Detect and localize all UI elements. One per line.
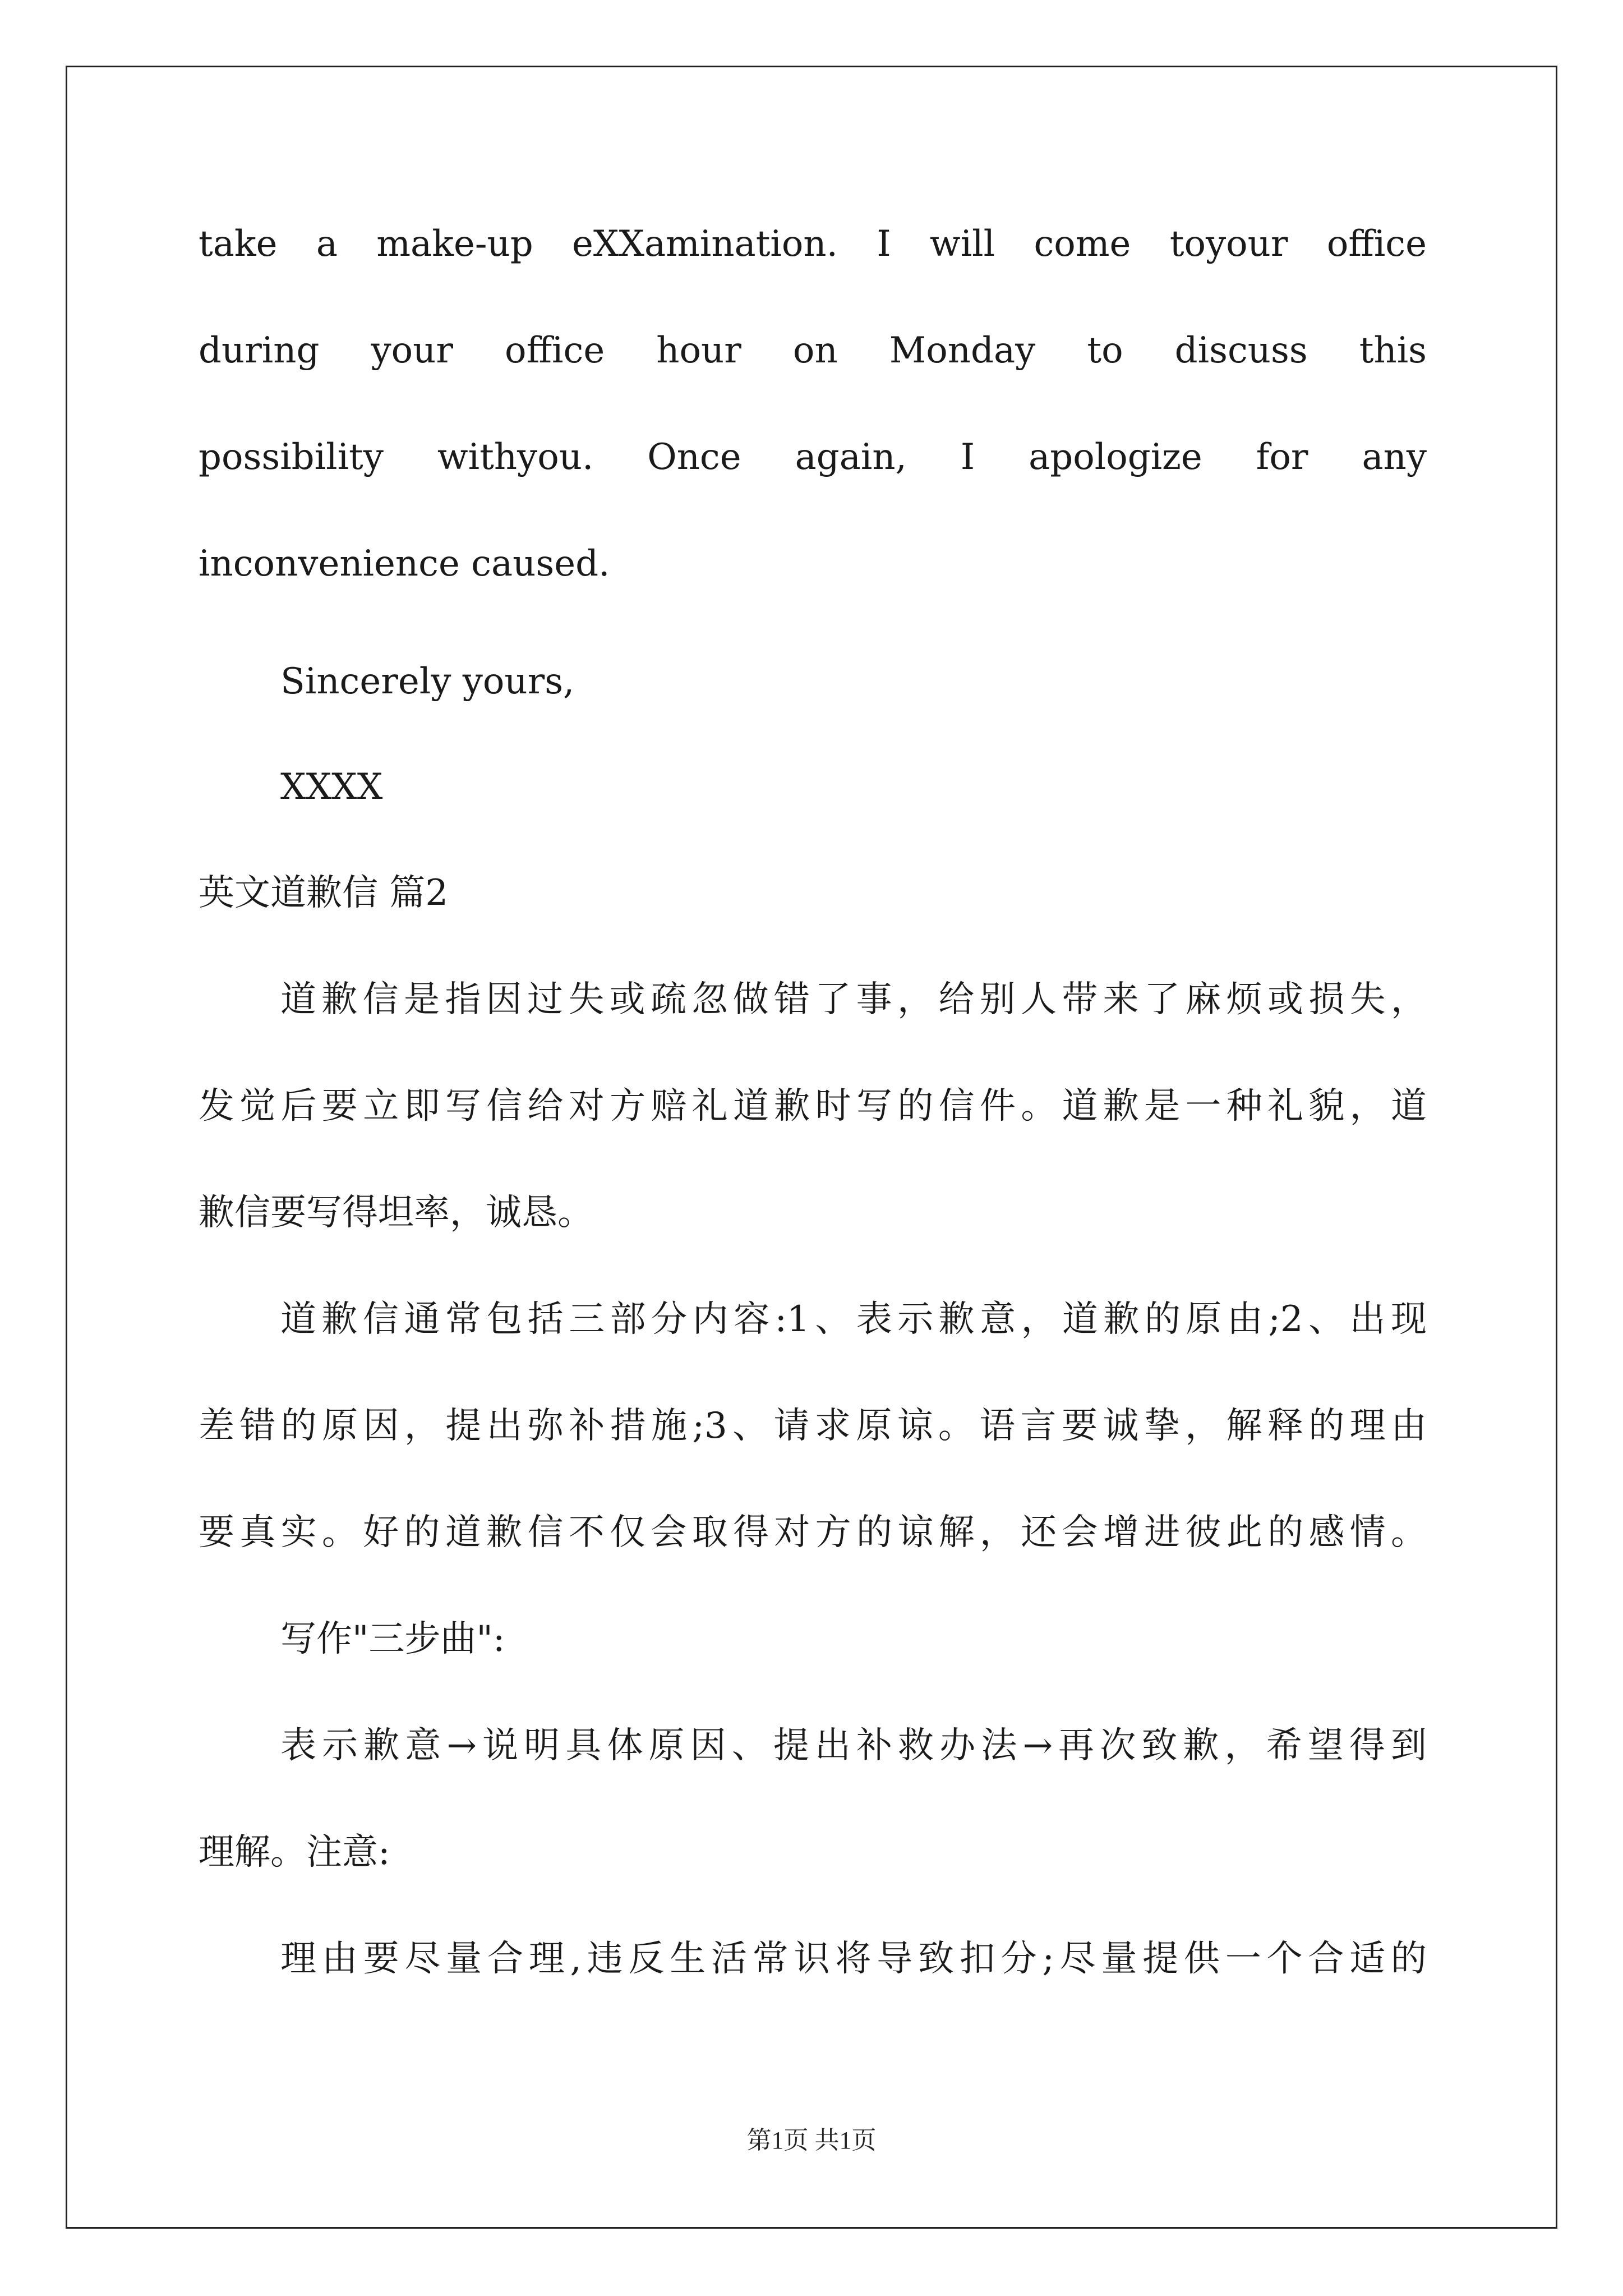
paragraph-line: possibility withyou. Once again, I apologize for any — [199, 436, 1427, 478]
paragraph-line: 歉信要写得坦率，诚恳。 — [199, 1192, 593, 1234]
paragraph-line: 道歉信通常包括三部分内容:1、表示歉意，道歉的原由;2、出现 — [280, 1299, 1427, 1340]
paragraph-line: 写作"三步曲": — [280, 1618, 505, 1660]
paragraph-line: 理解。注意: — [199, 1832, 390, 1873]
paragraph-line: 发觉后要立即写信给对方赔礼道歉时写的信件。道歉是一种礼貌，道 — [199, 1085, 1427, 1127]
paragraph-line: 表示歉意→说明具体原因、提出补救办法→再次致歉，希望得到 — [280, 1725, 1427, 1766]
closing-salutation: Sincerely yours, — [280, 661, 575, 702]
page-frame — [66, 66, 1557, 2229]
paragraph-line: 理由要尽量合理,违反生活常识将导致扣分;尽量提供一个合适的 — [280, 1938, 1427, 1980]
signature: XXXX — [280, 766, 383, 808]
paragraph-line: 道歉信是指因过失或疏忽做错了事，给别人带来了麻烦或损失， — [280, 979, 1427, 1020]
paragraph-line: 要真实。好的道歉信不仅会取得对方的谅解，还会增进彼此的感情。 — [199, 1512, 1427, 1553]
section-heading: 英文道歉信 篇2 — [199, 872, 449, 914]
paragraph-line: during your office hour on Monday to discuss this — [199, 330, 1427, 371]
page-footer: 第1页 共1页 — [746, 2127, 877, 2154]
paragraph-line: take a make-up eXXamination. I will come toyour office — [199, 223, 1427, 265]
paragraph-line: inconvenience caused. — [199, 543, 610, 585]
paragraph-line: 差错的原因，提出弥补措施;3、请求原谅。语言要诚挚，解释的理由 — [199, 1405, 1427, 1447]
